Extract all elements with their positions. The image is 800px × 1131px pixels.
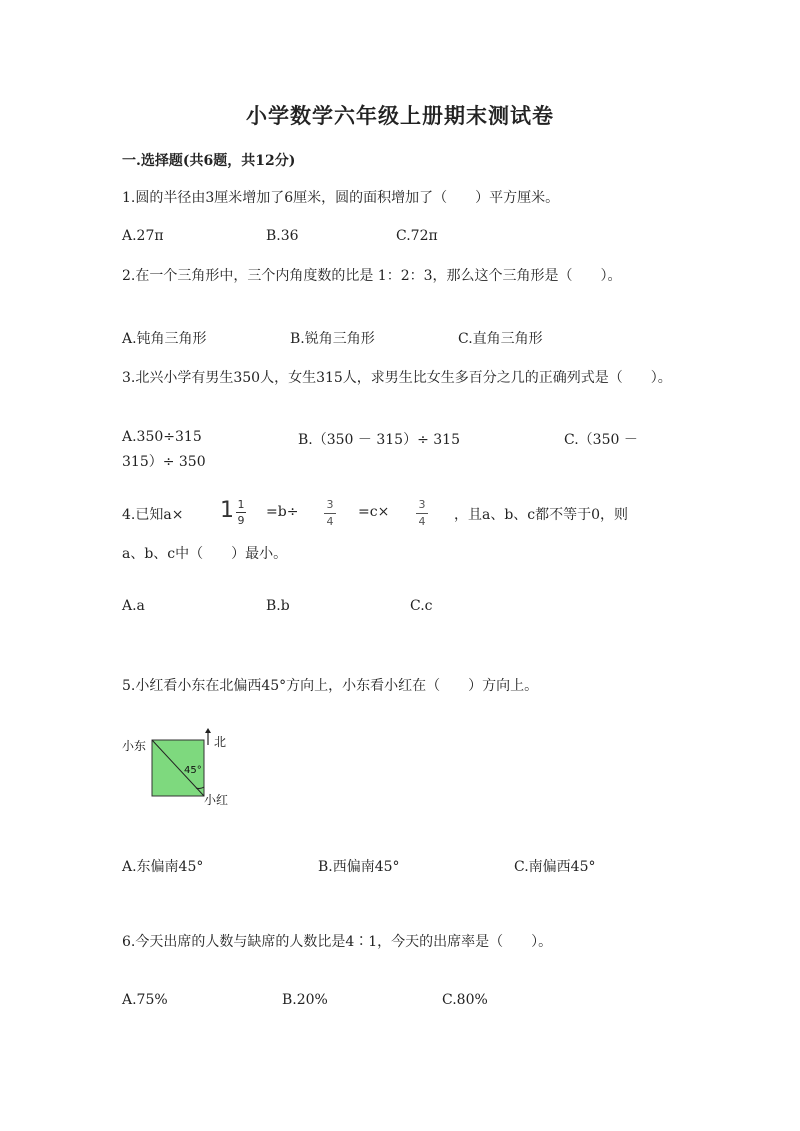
question-6-option-b[interactable]: B.20% bbox=[282, 992, 328, 1008]
section-heading: 一.选择题(共6题，共12分) bbox=[122, 153, 296, 169]
question-4-option-c[interactable]: C.c bbox=[410, 598, 433, 614]
question-4-text-part1: 4.已知a× bbox=[122, 507, 184, 523]
question-4-text-part3: =c× bbox=[358, 504, 390, 520]
mixed-number bbox=[220, 498, 250, 532]
question-4-option-a[interactable]: A.a bbox=[122, 598, 145, 614]
question-1-option-a[interactable]: A.27π bbox=[122, 228, 164, 244]
question-2-text: 2.在一个三角形中，三个内角度数的比是 1：2：3，那么这个三角形是（ ）。 bbox=[122, 268, 622, 284]
question-2-option-b[interactable]: B.锐角三角形 bbox=[290, 331, 375, 347]
question-5-text: 5.小红看小东在北偏西45°方向上，小东看小红在（ ）方向上。 bbox=[122, 678, 539, 694]
question-4-text-part2: =b÷ bbox=[266, 504, 299, 520]
label-xiaodong: 小东 bbox=[122, 739, 147, 753]
label-angle: 45° bbox=[184, 765, 202, 776]
north-arrow-head bbox=[205, 728, 211, 733]
fraction-bar bbox=[236, 512, 246, 513]
question-3-option-c-continued: 315）÷ 350 bbox=[122, 454, 206, 470]
question-3-text: 3.北兴小学有男生350人，女生315人，求男生比女生多百分之几的正确列式是（ ）。 bbox=[122, 370, 672, 386]
question-1-text: 1.圆的半径由3厘米增加了6厘米，圆的面积增加了（ ）平方厘米。 bbox=[122, 190, 560, 206]
direction-diagram bbox=[122, 725, 242, 815]
question-4-option-b[interactable]: B.b bbox=[266, 598, 290, 614]
question-5-option-c[interactable]: C.南偏西45° bbox=[514, 859, 596, 875]
fraction-bar bbox=[324, 513, 336, 514]
mixed-number-whole: 1 bbox=[220, 498, 234, 523]
question-6-option-c[interactable]: C.80% bbox=[442, 992, 488, 1008]
fraction-2-numerator: 3 bbox=[418, 498, 426, 511]
fraction-bar bbox=[416, 513, 428, 514]
question-3-option-b[interactable]: B.（350 － 315）÷ 315 bbox=[298, 432, 460, 448]
fraction-1 bbox=[324, 498, 336, 529]
fraction-1-numerator: 3 bbox=[326, 498, 334, 511]
fraction-2-denominator: 4 bbox=[418, 515, 426, 528]
mixed-number-denominator: 9 bbox=[237, 514, 245, 527]
page-title: 小学数学六年级上册期末测试卷 bbox=[246, 103, 554, 128]
mixed-number-numerator: 1 bbox=[237, 498, 245, 511]
question-6-option-a[interactable]: A.75% bbox=[122, 992, 168, 1008]
question-1-option-b[interactable]: B.36 bbox=[266, 228, 299, 244]
question-6-text: 6.今天出席的人数与缺席的人数比是4∶1，今天的出席率是（ ）。 bbox=[122, 934, 553, 950]
question-1-option-c[interactable]: C.72π bbox=[396, 228, 438, 244]
label-xiaohong: 小红 bbox=[204, 793, 229, 807]
question-3-option-c[interactable]: C.（350 － bbox=[564, 432, 638, 448]
question-4-text-part4: ，且a、b、c都不等于0，则 bbox=[454, 507, 629, 523]
question-2-option-c[interactable]: C.直角三角形 bbox=[458, 331, 543, 347]
fraction-2 bbox=[416, 498, 428, 529]
question-4-text-line2: a、b、c中（ ）最小。 bbox=[122, 546, 288, 562]
question-5-option-b[interactable]: B.西偏南45° bbox=[318, 859, 400, 875]
mixed-number-fraction bbox=[236, 498, 246, 527]
label-north: 北 bbox=[214, 735, 227, 749]
fraction-1-denominator: 4 bbox=[326, 515, 334, 528]
question-3-option-a[interactable]: A.350÷315 bbox=[122, 429, 202, 445]
question-5-option-a[interactable]: A.东偏南45° bbox=[122, 859, 204, 875]
question-2-option-a[interactable]: A.钝角三角形 bbox=[122, 331, 207, 347]
